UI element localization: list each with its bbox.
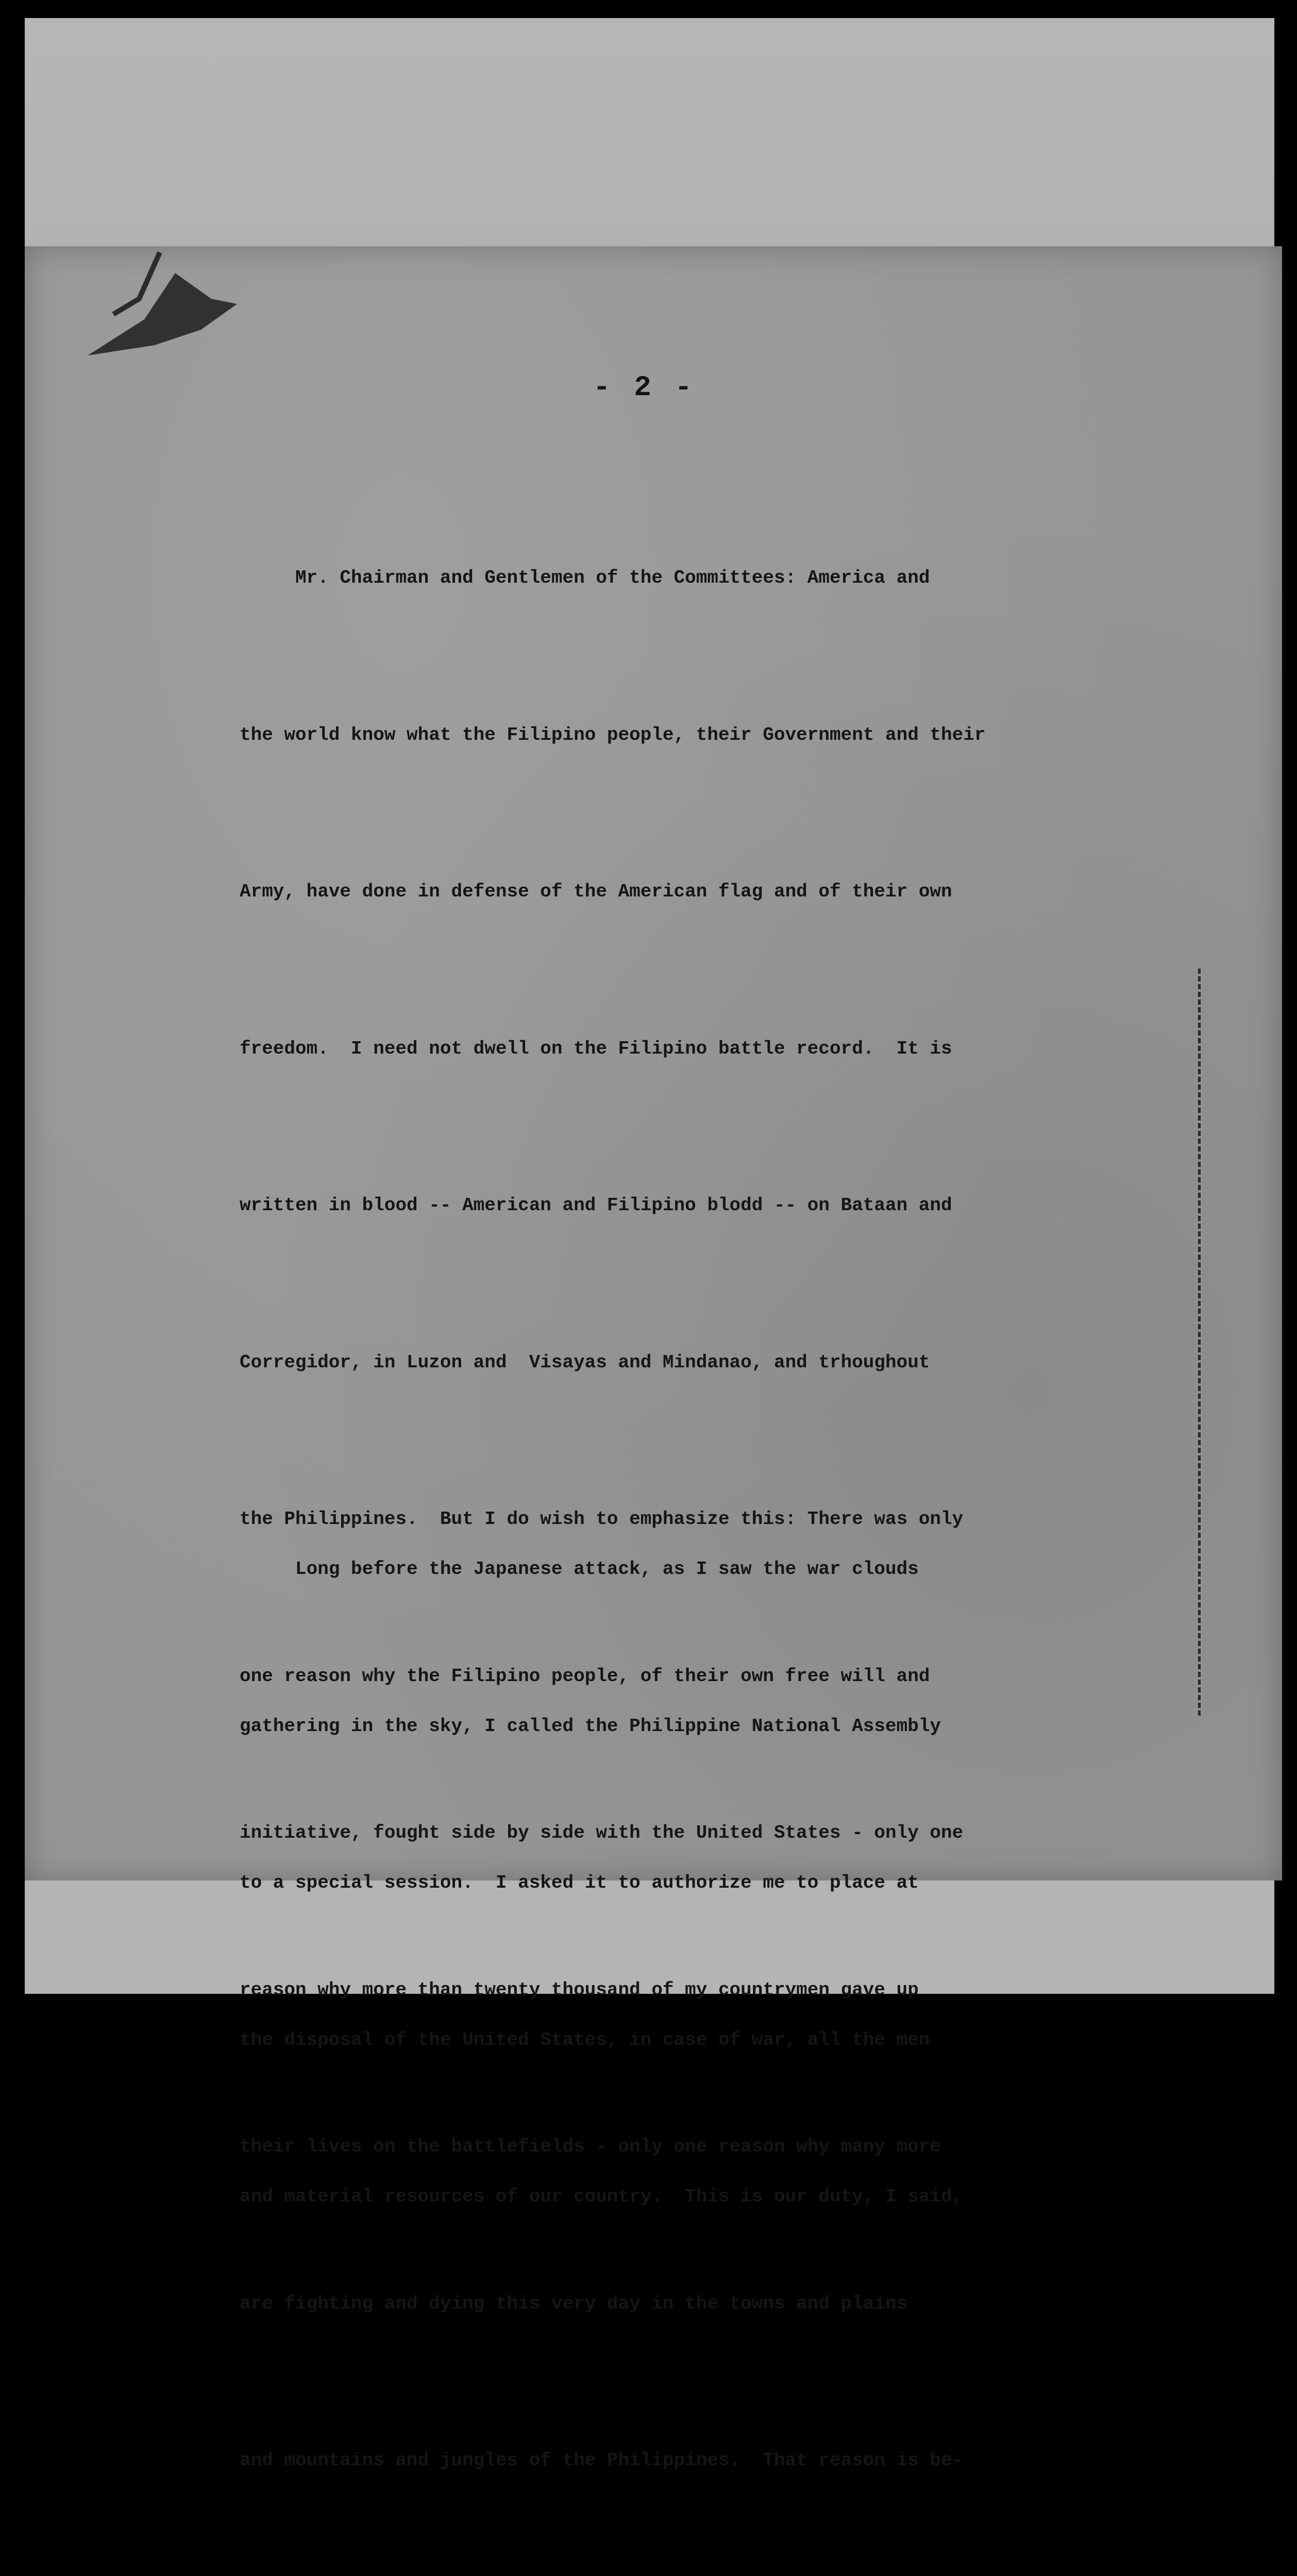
text-line: Mr. Chairman and Gentlemen of the Committees: America and xyxy=(240,567,930,588)
text-line: reason why more than twenty thousand of my countrymen gave up xyxy=(240,1979,919,2001)
text-line: and material resources of our country. This is our duty, I said, xyxy=(240,2186,964,2207)
right-margin-rule xyxy=(1198,969,1201,1716)
text-line: one reason why the Filipino people, of their own free will and xyxy=(240,1665,930,1687)
text-line: gathering in the sky, I called the Philippine National Assembly xyxy=(240,1715,941,1737)
text-line: the Philippines. But I do wish to emphasize this: There was only xyxy=(240,1509,964,1530)
text-line: Corregidor, in Luzon and Visayas and Mindanao, and trhoughout xyxy=(240,1351,930,1373)
text-line: their lives on the battlefields - only one reason why many more xyxy=(240,2136,941,2157)
text-line: to a special session. I asked it to authorize me to place at xyxy=(240,1872,919,1893)
text-line: and mountains and jungles of the Philippines. That reason is be- xyxy=(240,2450,964,2471)
text-line: the world know what the Filipino people, their Government and their xyxy=(240,724,986,745)
text-line: Army, have done in defense of the American flag and of their own xyxy=(240,881,952,902)
page-number: - 2 - xyxy=(593,371,696,404)
text-line: are fighting and dying this very day in the towns and plains xyxy=(240,2293,908,2314)
text-line: initiative, fought side by side with the United States - only one xyxy=(240,1822,964,1843)
paragraph-2 xyxy=(240,1438,1157,2328)
text-line: written in blood -- American and Filipino blodd -- on Bataan and xyxy=(240,1195,952,1216)
text-line: freedom. I need not dwell on the Filipino battle record. It is xyxy=(240,1038,952,1059)
text-line: the disposal of the United States, in case of war, all the men xyxy=(240,2029,930,2050)
crease-mark-icon xyxy=(82,242,237,361)
text-line: Long before the Japanese attack, as I saw the war clouds xyxy=(240,1558,919,1580)
